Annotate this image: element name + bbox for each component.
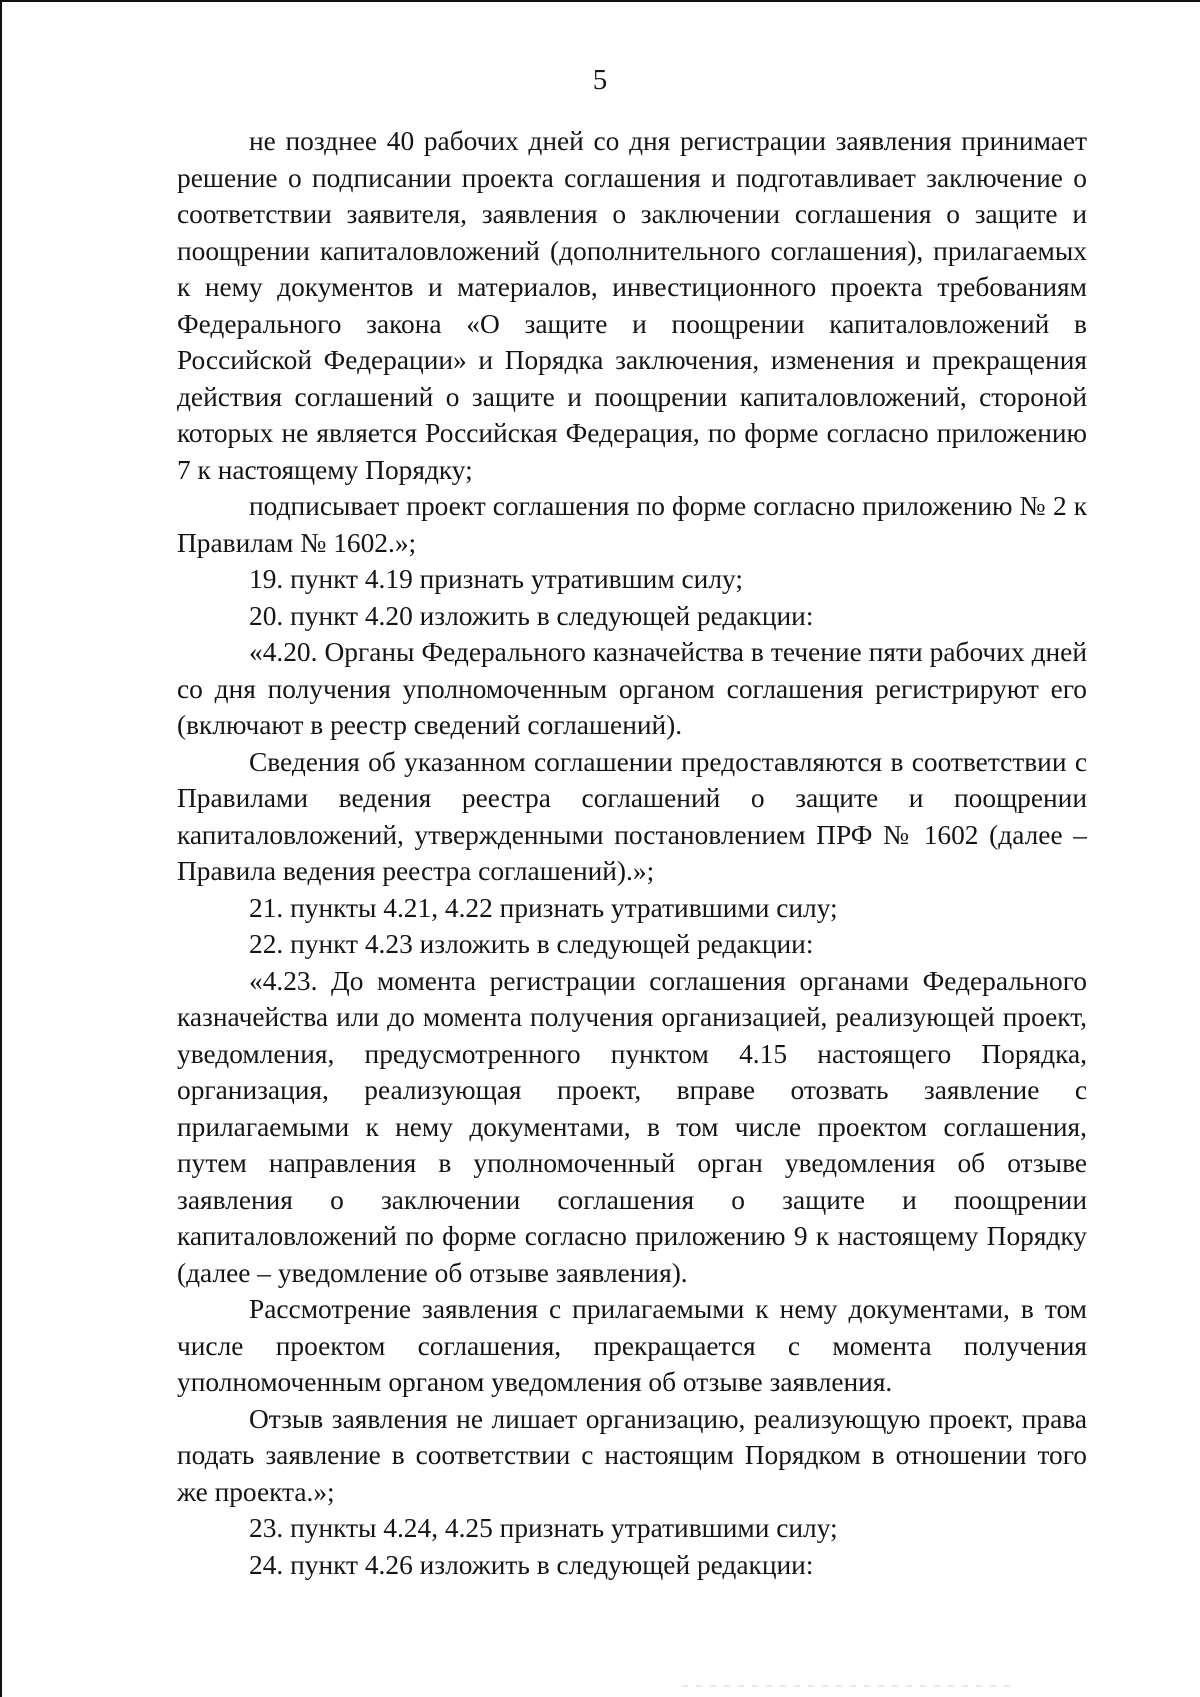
paragraph-item-24: 24. пункт 4.26 изложить в следующей редакции:: [249, 1549, 814, 1580]
paragraph-clause-4-23: «4.23. До момента регистрации соглашения органами Федерального казначейства или до момента получения организацией, реализующей проект, уведомления, предусмотренного пунктом 4.15 настоящего Порядка, организация, реализующая проект, вправе отозвать заявление с прилагаемыми к нему документами, в том числе проектом соглашения, путем направления в уполномоченный орган уведомления об отзыве заявления о заключении соглашения о защите и поощрении капиталовложений по форме согласно приложению 9 к настоящему Порядку (далее – уведомление об отзыве заявления).: [177, 965, 1087, 1288]
paragraph-clause-4-20: «4.20. Органы Федерального казначейства в течение пяти рабочих дней со дня получения уполномоченным органом соглашения регистрируют его (включают в реестр сведений соглашений).: [177, 637, 1087, 740]
paragraph-item-20: 20. пункт 4.20 изложить в следующей редакции:: [249, 600, 814, 631]
paragraph-registry-info: Сведения об указанном соглашении предоставляются в соответствии с Правилами ведения реестра соглашений о защите и поощрении капиталовложений, утвержденными постановлением ПРФ № 1602 (далее – Правила ведения реестра соглашений).»;: [177, 746, 1087, 886]
scan-artifact: [682, 1685, 1012, 1687]
paragraph-signs-project: подписывает проект соглашения по форме согласно приложению № 2 к Правилам № 1602.»;: [177, 491, 1087, 558]
document-body: [177, 123, 1087, 1583]
paragraph-review-termination: Рассмотрение заявления с прилагаемыми к нему документами, в том числе проектом соглашения, прекращается с момента получения уполномоченным органом уведомления об отзыве заявления.: [177, 1294, 1087, 1397]
page-number: 5: [592, 64, 608, 96]
paragraph-withdrawal-rights: Отзыв заявления не лишает организацию, реализующую проект, права подать заявление в соответствии с настоящим Порядком в отношении того же проекта.»;: [177, 1403, 1087, 1507]
paragraph-item-19: 19. пункт 4.19 признать утратившим силу;: [249, 564, 743, 594]
paragraph-item-23: 23. пункты 4.24, 4.25 признать утратившими силу;: [249, 1513, 838, 1543]
paragraph-continuation: не позднее 40 рабочих дней со дня регистрации заявления принимает решение о подписании проекта соглашения и подготавливает заключение о соответствии заявителя, заявления о заключении соглашения о защите и поощрении капиталовложений (дополнительного соглашения), прилагаемых к нему документов и материалов, инвестиционного проекта требованиям Федерального закона «О защите и поощрении капиталовложений в Российской Федерации» и Порядка заключения, изменения и прекращения действия соглашений о защите и поощрении капиталовложений, стороной которых не является Российская Федерация, по форме согласно приложению 7 к настоящему Порядку;: [177, 126, 1087, 485]
paragraph-item-21: 21. пункты 4.21, 4.22 признать утратившими силу;: [249, 892, 838, 923]
paragraph-item-22: 22. пункт 4.23 изложить в следующей редакции:: [249, 929, 814, 959]
